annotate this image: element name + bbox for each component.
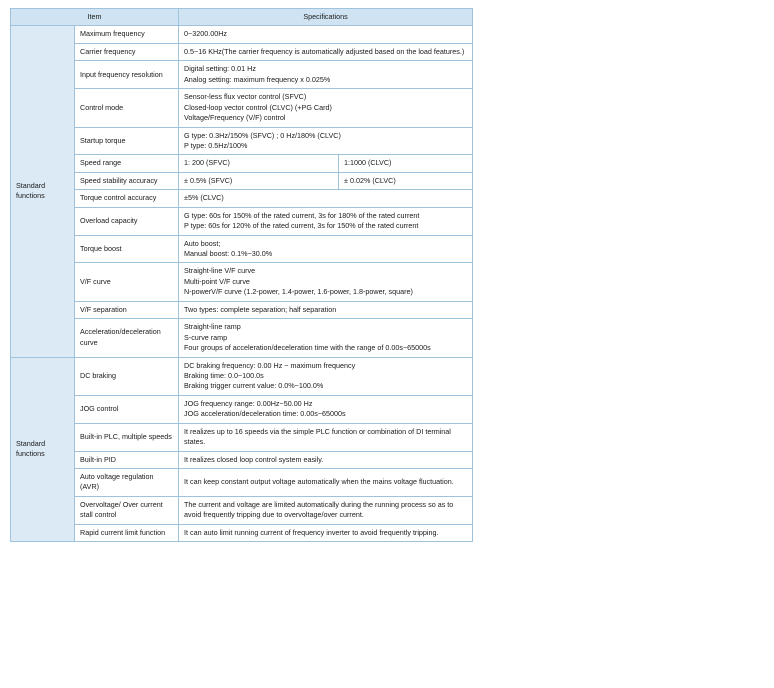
spec-line: JOG frequency range: 0.00Hz~50.00 Hz bbox=[184, 398, 313, 408]
item-cell: Auto voltage regulation (AVR) bbox=[75, 469, 179, 497]
spec-cell bbox=[179, 451, 473, 468]
table-row bbox=[11, 127, 473, 155]
spec-cell bbox=[179, 43, 473, 60]
item-cell: Acceleration/deceleration curve bbox=[75, 319, 179, 357]
table-row bbox=[11, 395, 473, 423]
spec-cell bbox=[179, 89, 473, 127]
table-row bbox=[11, 496, 473, 524]
spec-line: It realizes up to 16 speeds via the simple PLC function or combination of DI terminal states. bbox=[184, 426, 451, 447]
spec-line: Straight-line V/F curve bbox=[184, 266, 256, 276]
item-cell: V/F separation bbox=[75, 301, 179, 318]
item-cell: Maximum frequency bbox=[75, 26, 179, 43]
spec-cell bbox=[179, 469, 473, 497]
spec-line: 0~3200.00Hz bbox=[184, 29, 227, 39]
spec-cell bbox=[179, 423, 473, 451]
spec-cell bbox=[179, 263, 473, 301]
spec-line: S-curve ramp bbox=[184, 332, 228, 342]
spec-line: ±5% (CLVC) bbox=[184, 193, 224, 203]
specifications-table bbox=[10, 8, 473, 542]
group-label-cell: Standard functions bbox=[11, 357, 75, 542]
spec-line: Four groups of acceleration/deceleration time with the range of 0.00s~65000s bbox=[184, 343, 431, 353]
spec-line: G type: 60s for 150% of the rated current, 3s for 180% of the rated current bbox=[184, 210, 420, 220]
table-body bbox=[11, 26, 473, 542]
spec-line: JOG acceleration/deceleration time: 0.00s~65000s bbox=[184, 409, 346, 419]
spec-line: It can keep constant output voltage automatically when the mains voltage fluctuation. bbox=[184, 477, 454, 487]
item-cell: Built-in PID bbox=[75, 451, 179, 468]
spec-line: Straight-line ramp bbox=[184, 322, 241, 332]
table-row bbox=[11, 423, 473, 451]
spec-line: Two types: complete separation; half separation bbox=[184, 304, 337, 314]
table-header-row bbox=[11, 9, 473, 26]
item-cell: Input frequency resolution bbox=[75, 61, 179, 89]
spec-line: P type: 0.5Hz/100% bbox=[184, 140, 248, 150]
spec-line: Digital setting: 0.01 Hz bbox=[184, 64, 256, 74]
spec-cell: 1: 200 (SFVC) bbox=[179, 155, 339, 172]
spec-cell bbox=[179, 395, 473, 423]
table-row bbox=[11, 524, 473, 541]
spec-cell bbox=[179, 235, 473, 263]
spec-line: DC braking frequency: 0.00 Hz ~ maximum frequency bbox=[184, 360, 356, 370]
spec-cell: ± 0.5% (SFVC) bbox=[179, 172, 339, 189]
table-row bbox=[11, 235, 473, 263]
spec-line: Closed-loop vector control (CLVC) (+PG Card) bbox=[184, 102, 332, 112]
spec-cell bbox=[179, 357, 473, 395]
item-cell: Rapid current limit function bbox=[75, 524, 179, 541]
item-cell: Speed range bbox=[75, 155, 179, 172]
spec-cell bbox=[179, 207, 473, 235]
column-header-item: Item bbox=[11, 9, 179, 26]
spec-line: It realizes closed loop control system easily. bbox=[184, 454, 324, 464]
item-cell: JOG control bbox=[75, 395, 179, 423]
table-row bbox=[11, 61, 473, 89]
spec-line: Auto boost; bbox=[184, 238, 221, 248]
item-cell: Speed stability accuracy bbox=[75, 172, 179, 189]
table-row bbox=[11, 26, 473, 43]
table-row bbox=[11, 263, 473, 301]
spec-cell bbox=[179, 319, 473, 357]
item-cell: DC braking bbox=[75, 357, 179, 395]
spec-line: It can auto limit running current of frequency inverter to avoid frequently tripping. bbox=[184, 527, 439, 537]
spec-line: Multi-point V/F curve bbox=[184, 276, 250, 286]
spec-cell bbox=[179, 496, 473, 524]
spec-line: Analog setting: maximum frequency x 0.025% bbox=[184, 74, 331, 84]
table-row bbox=[11, 172, 473, 189]
table-row bbox=[11, 155, 473, 172]
item-cell: Startup torque bbox=[75, 127, 179, 155]
spec-cell-secondary: 1:1000 (CLVC) bbox=[339, 155, 473, 172]
spec-line: Braking time: 0.0~100.0s bbox=[184, 370, 264, 380]
spec-cell bbox=[179, 190, 473, 207]
table-row bbox=[11, 43, 473, 60]
spec-cell bbox=[179, 524, 473, 541]
item-cell: Torque control accuracy bbox=[75, 190, 179, 207]
spec-line: P type: 60s for 120% of the rated current, 3s for 150% of the rated current bbox=[184, 221, 419, 231]
table-row bbox=[11, 451, 473, 468]
table-row bbox=[11, 89, 473, 127]
table-row bbox=[11, 357, 473, 395]
table-row bbox=[11, 469, 473, 497]
spec-line: 0.5~16 KHz(The carrier frequency is automatically adjusted based on the load features.) bbox=[184, 46, 465, 56]
column-header-specifications: Specifications bbox=[179, 9, 473, 26]
spec-line: Sensor-less flux vector control (SFVC) bbox=[184, 92, 307, 102]
spec-line: N-powerV/F curve (1.2-power, 1.4-power, 1.6-power, 1.8-power, square) bbox=[184, 287, 413, 297]
spec-cell-secondary: ± 0.02% (CLVC) bbox=[339, 172, 473, 189]
spec-line: Voltage/Frequency (V/F) control bbox=[184, 113, 286, 123]
item-cell: Built-in PLC, multiple speeds bbox=[75, 423, 179, 451]
spec-line: G type: 0.3Hz/150% (SFVC) ; 0 Hz/180% (CLVC) bbox=[184, 130, 341, 140]
spec-cell bbox=[179, 301, 473, 318]
spec-line: Braking trigger current value: 0.0%~100.0% bbox=[184, 381, 324, 391]
item-cell: Overvoltage/ Over current stall control bbox=[75, 496, 179, 524]
item-cell: Control mode bbox=[75, 89, 179, 127]
spec-line: The current and voltage are limited automatically during the running process so as to avoid frequently tripping due to overvoltage/over current. bbox=[184, 499, 454, 520]
table-row bbox=[11, 301, 473, 318]
table-row bbox=[11, 319, 473, 357]
table-row bbox=[11, 207, 473, 235]
spec-cell bbox=[179, 26, 473, 43]
item-cell: V/F curve bbox=[75, 263, 179, 301]
item-cell: Carrier frequency bbox=[75, 43, 179, 60]
item-cell: Overload capacity bbox=[75, 207, 179, 235]
spec-cell bbox=[179, 61, 473, 89]
item-cell: Torque boost bbox=[75, 235, 179, 263]
spec-cell bbox=[179, 127, 473, 155]
group-label-cell: Standard functions bbox=[11, 26, 75, 357]
table-row bbox=[11, 190, 473, 207]
spec-line: Manual boost: 0.1%~30.0% bbox=[184, 249, 273, 258]
